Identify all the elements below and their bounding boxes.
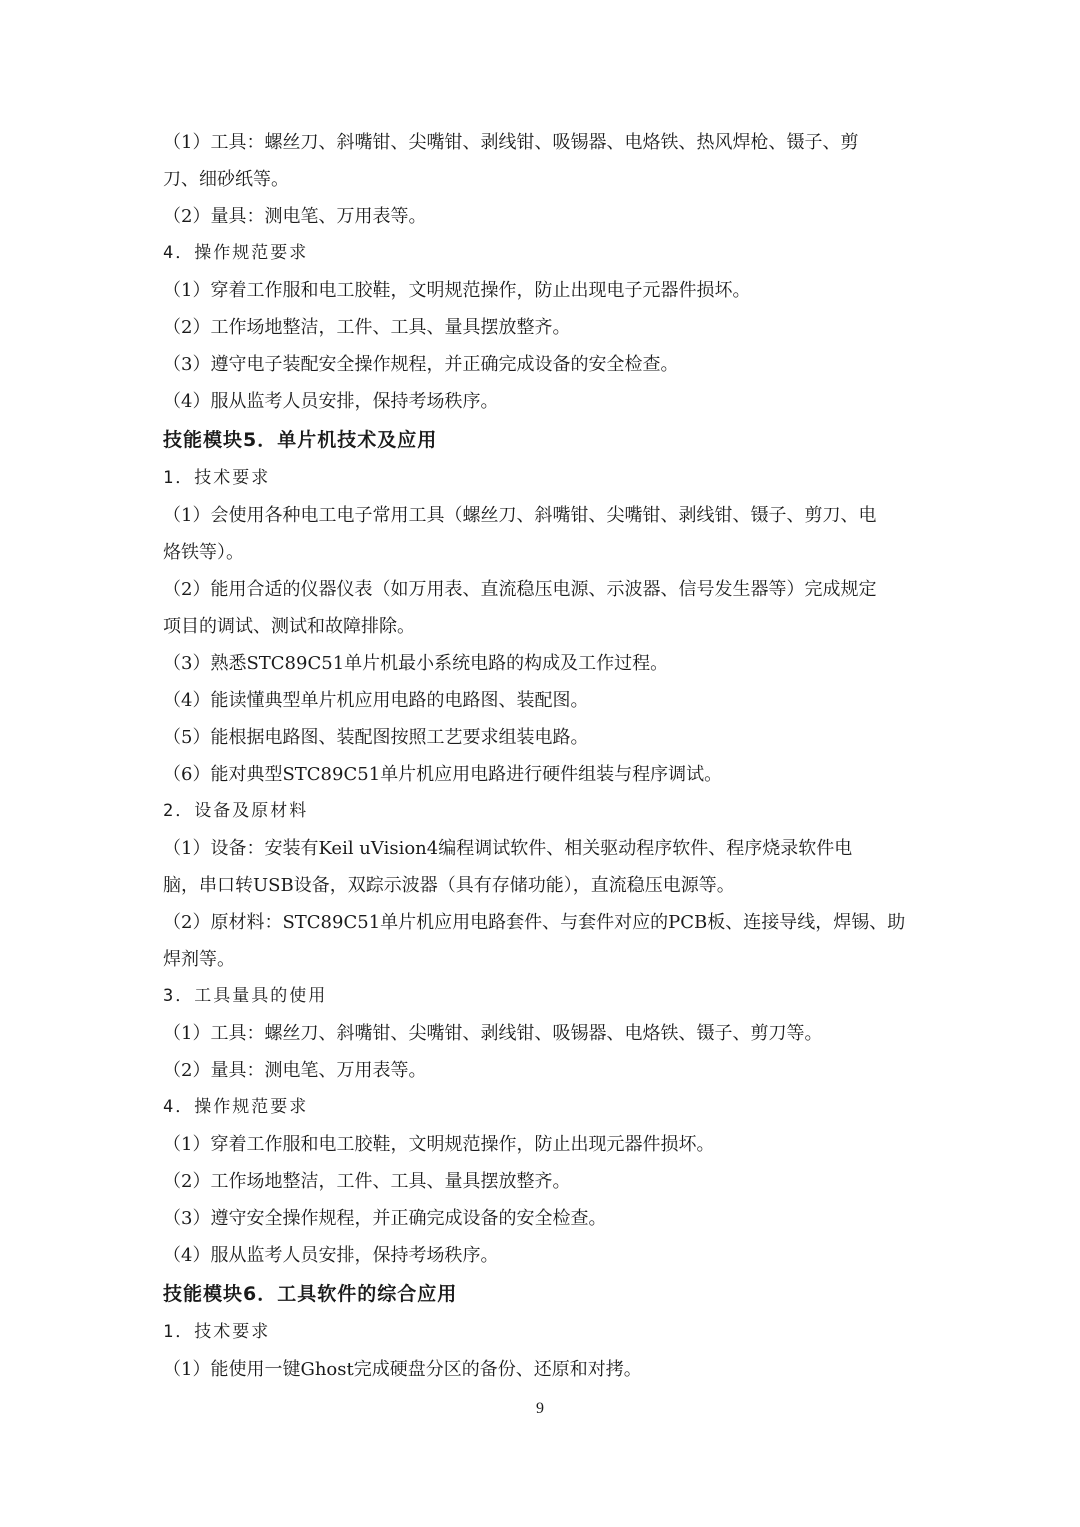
subsection-title: 4．操作规范要求	[163, 243, 309, 263]
section-heading: 技能模块6．工具软件的综合应用	[163, 1283, 458, 1305]
body-line: （2）原材料：STC89C51单片机应用电路套件、与套件对应的PCB板、连接导线，焊锡、助	[163, 912, 906, 933]
body-line: （2）量具：测电笔、万用表等。	[163, 206, 427, 227]
body-line: （4）能读懂典型单片机应用电路的电路图、装配图。	[163, 690, 589, 711]
body-line: （4）服从监考人员安排，保持考场秩序。	[163, 1245, 499, 1266]
body-line: 脑，串口转USB设备，双踪示波器（具有存储功能），直流稳压电源等。	[163, 875, 735, 896]
body-line: （1）工具：螺丝刀、斜嘴钳、尖嘴钳、剥线钳、吸锡器、电烙铁、热风焊枪、镊子、剪	[163, 132, 859, 153]
body-line: 焊剂等。	[163, 949, 235, 970]
body-line: （1）工具：螺丝刀、斜嘴钳、尖嘴钳、剥线钳、吸锡器、电烙铁、镊子、剪刀等。	[163, 1023, 823, 1044]
subsection-title: 1．技术要求	[163, 468, 271, 488]
section-heading: 技能模块5．单片机技术及应用	[163, 429, 438, 451]
body-line: （2）工作场地整洁，工件、工具、量具摆放整齐。	[163, 317, 571, 338]
page-body	[163, 124, 923, 1388]
body-line: （1）设备：安装有Keil uVision4编程调试软件、相关驱动程序软件、程序烧录软件电	[163, 838, 853, 859]
page-number: 9	[536, 1400, 544, 1417]
body-line: （1）能使用一键Ghost完成硬盘分区的备份、还原和对拷。	[163, 1359, 642, 1380]
body-line: （3）遵守安全操作规程，并正确完成设备的安全检查。	[163, 1208, 607, 1229]
subsection-title: 4．操作规范要求	[163, 1097, 309, 1117]
body-line: （4）服从监考人员安排，保持考场秩序。	[163, 391, 499, 412]
body-line: 刀、细砂纸等。	[163, 169, 289, 190]
subsection-title: 3．工具量具的使用	[163, 986, 328, 1006]
body-line: （2）量具：测电笔、万用表等。	[163, 1060, 427, 1081]
body-line: （1）穿着工作服和电工胶鞋，文明规范操作，防止出现电子元器件损坏。	[163, 280, 751, 301]
body-line: 项目的调试、测试和故障排除。	[163, 616, 415, 637]
body-line: （3）遵守电子装配安全操作规程，并正确完成设备的安全检查。	[163, 354, 679, 375]
subsection-title: 1．技术要求	[163, 1322, 271, 1342]
body-line: （1）穿着工作服和电工胶鞋，文明规范操作，防止出现元器件损坏。	[163, 1134, 715, 1155]
body-line: （2）工作场地整洁，工件、工具、量具摆放整齐。	[163, 1171, 571, 1192]
body-line: （2）能用合适的仪器仪表（如万用表、直流稳压电源、示波器、信号发生器等）完成规定	[163, 579, 877, 600]
subsection-title: 2．设备及原材料	[163, 801, 309, 821]
body-line: （1）会使用各种电工电子常用工具（螺丝刀、斜嘴钳、尖嘴钳、剥线钳、镊子、剪刀、电	[163, 505, 877, 526]
body-line: （5）能根据电路图、装配图按照工艺要求组装电路。	[163, 727, 589, 748]
body-line: （6）能对典型STC89C51单片机应用电路进行硬件组装与程序调试。	[163, 764, 723, 785]
body-line: 烙铁等）。	[163, 542, 244, 563]
body-line: （3）熟悉STC89C51单片机最小系统电路的构成及工作过程。	[163, 653, 669, 674]
